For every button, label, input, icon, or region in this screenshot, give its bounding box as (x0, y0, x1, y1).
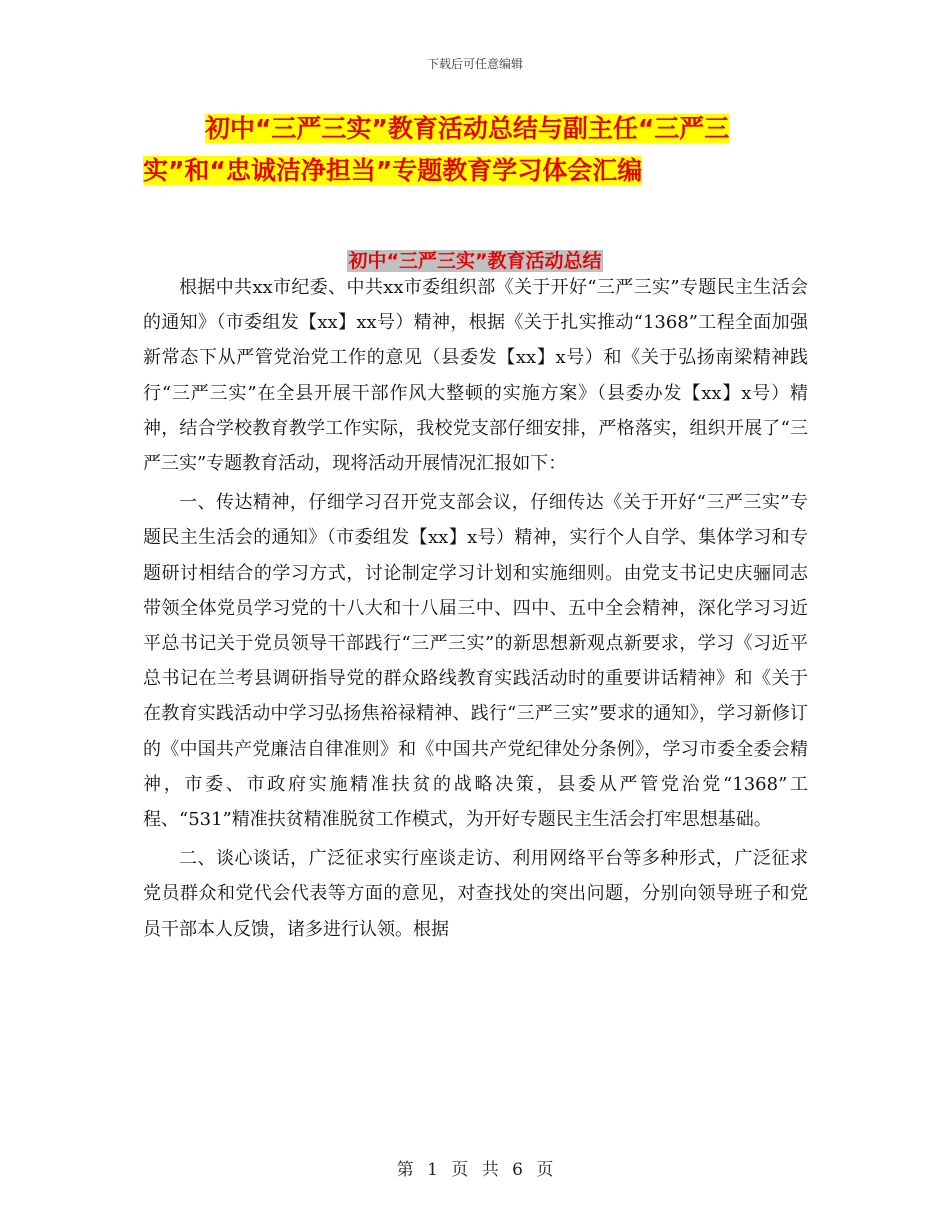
paragraph-3: 二、谈心谈话，广泛征求实行座谈走访、利用网络平台等多种形式，广泛征求党员群众和党代会代表等方面的意见，对查找处的突出问题，分别向领导班子和党员干部本人反馈，诸多进行认领。根据 (143, 848, 808, 940)
paragraph-1: 根据中共xx市纪委、中共xx市委组织部《关于开好“三严三实”专题民主生活会的通知》（市委组发【xx】xx号）精神，根据《关于扎实推动“1368”工程全面加强新常态下从严管党治党工作的意见（县委发【xx】x号）和《关于弘扬南梁精神践行“三严三实”在全县开展干部作风大整顿的实施方案》（县委办发【xx】x号）精神，结合学校教育教学工作实际，我校党支部仔细安排，严格落实，组织开展了“三严三实”专题教育活动，现将活动开展情况汇报如下： (143, 277, 808, 475)
section-heading-text: 初中“三严三实”教育活动总结 (348, 250, 602, 272)
footer-total-pages: 6 (512, 1160, 523, 1180)
section-heading (0, 246, 950, 273)
title-line-2-text: 实”和“忠诚洁净担当”专题教育学习体会汇编 (143, 156, 643, 185)
footer-sep: 共 (481, 1160, 499, 1180)
footer-prefix: 第 (396, 1160, 414, 1180)
page-footer (0, 1155, 950, 1180)
footer-middle: 页 (451, 1160, 469, 1180)
footer-page-number: 1 (427, 1160, 438, 1180)
body-text (143, 270, 808, 947)
document-title (143, 108, 823, 192)
title-line-2 (143, 150, 823, 192)
title-line-1-text: 初中“三严三实”教育活动总结与副主任“三严三 (205, 114, 730, 143)
title-line-1 (143, 108, 823, 150)
paragraph-2: 一、传达精神，仔细学习召开党支部会议，仔细传达《关于开好“三严三实”专题民主生活会的通知》（市委组发【xx】x号）精神，实行个人自学、集体学习和专题研讨相结合的学习方式，讨论制定学习计划和实施细则。由党支书记史庆骊同志带领全体党员学习党的十八大和十八届三中、四中、五中全会精神，深化学习习近平总书记关于党员领导干部践行“三严三实”的新思想新观点新要求，学习《习近平总书记在兰考县调研指导党的群众路线教育实践活动时的重要讲话精神》和《关于在教育实践活动中学习弘扬焦裕禄精神、践行“三严三实”要求的通知》，学习新修订的《中国共产党廉洁自律准则》和《中国共产党纪律处分条例》，学习市委全委会精神，市委、市政府实施精准扶贫的战略决策，县委从严管党治党“1368”工程、“531”精准扶贫精准脱贫工作模式，为开好专题民主生活会打牢思想基础。 (143, 492, 808, 831)
footer-suffix: 页 (536, 1160, 554, 1180)
page-header-note: 下载后可任意编辑 (426, 57, 523, 71)
